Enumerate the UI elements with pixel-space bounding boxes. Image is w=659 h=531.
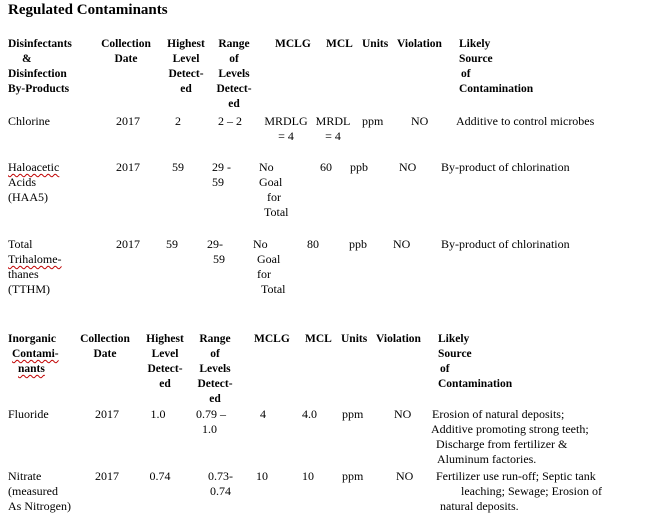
cell-line: (HAA5) — [8, 190, 48, 204]
header-line: By-Products — [8, 83, 70, 95]
cell-line: Haloacetic — [8, 160, 60, 174]
header-line: Inorganic — [8, 333, 56, 345]
collection-date: 2017 — [95, 407, 119, 421]
likely-source — [431, 407, 589, 467]
header-line: & — [22, 53, 32, 65]
header-line: of — [440, 363, 450, 375]
header-line: Detect- — [168, 68, 204, 80]
header-line: Levels — [218, 68, 250, 80]
cell-line: Goal — [259, 175, 283, 189]
header-units: Units — [362, 38, 389, 50]
cell-line: natural deposits. — [440, 499, 519, 513]
header-line: Source — [438, 348, 472, 360]
mclg-value: 10 — [256, 469, 268, 483]
units-value: ppm — [362, 114, 384, 128]
highest-level: 1.0 — [150, 407, 166, 421]
mclg-value: 4 — [260, 407, 266, 421]
header-line: Contamination — [459, 83, 534, 95]
collection-date: 2017 — [116, 114, 140, 128]
header-line: ed — [228, 98, 240, 110]
header-line: Collection — [80, 333, 130, 345]
cell-line: Total — [8, 237, 33, 251]
contaminant-name: Chlorine — [8, 114, 50, 128]
cell-line: (TTHM) — [8, 282, 50, 296]
mcl-value: 4.0 — [302, 407, 317, 421]
contaminant-name — [8, 469, 71, 514]
header-line: of — [461, 68, 471, 80]
units-value: ppm — [342, 407, 364, 421]
cell-line: Aluminum factories. — [437, 452, 537, 466]
cell-line: (measured — [8, 484, 58, 498]
header-line: of — [210, 348, 220, 360]
cell-line: Nitrate — [8, 469, 42, 483]
range-levels: 2 – 2 — [218, 114, 242, 128]
header-line: ed — [159, 378, 171, 390]
violation-value: NO — [394, 407, 412, 421]
cell-line: Additive promoting strong teeth; — [431, 422, 589, 436]
header-collection-date — [75, 332, 135, 362]
violation-value: NO — [411, 114, 429, 128]
header-inorganic — [8, 332, 59, 377]
mcl-value: 80 — [307, 237, 319, 251]
header-line: Contami- — [12, 348, 59, 360]
cell-line: thanes — [8, 267, 39, 281]
likely-source: By-product of chlorination — [441, 160, 570, 174]
cell-line: 29 - — [212, 160, 231, 174]
highest-level: 0.74 — [149, 469, 171, 483]
header-line: Contamination — [438, 378, 513, 390]
header-line: Disinfectants — [8, 38, 72, 50]
header-line: Detect- — [147, 363, 183, 375]
header-range-levels — [212, 37, 256, 112]
header-line: nants — [18, 363, 45, 375]
cell-line: Goal — [257, 252, 281, 266]
units-value: ppb — [349, 237, 367, 251]
collection-date: 2017 — [116, 237, 140, 251]
cell-line: Fertilizer use run-off; Septic tank — [436, 469, 596, 483]
range-levels — [207, 237, 225, 267]
cell-line: As Nitrogen) — [8, 499, 71, 513]
mclg-value — [262, 114, 310, 144]
cell-line: Total — [261, 282, 286, 296]
header-mclg: MCLG — [275, 38, 311, 50]
header-line: Detect- — [216, 83, 252, 95]
range-levels — [212, 160, 231, 190]
cell-line: 1.0 — [202, 422, 217, 436]
mcl-value: 60 — [320, 160, 332, 174]
cell-line: 59 — [212, 175, 224, 189]
mcl-value: 10 — [302, 469, 314, 483]
cell-line: MRDLG — [264, 114, 308, 128]
header-line: Highest — [167, 38, 205, 50]
header-likely-source — [459, 37, 533, 97]
header-line: Highest — [146, 333, 184, 345]
header-collection-date — [96, 37, 156, 67]
cell-line: No — [259, 160, 274, 174]
header-mcl: MCL — [326, 38, 353, 50]
header-highest-level — [160, 37, 212, 97]
collection-date: 2017 — [95, 469, 119, 483]
header-line: Level — [151, 348, 179, 360]
mclg-value — [259, 160, 289, 220]
highest-level: 2 — [175, 114, 181, 128]
header-line: ed — [209, 393, 221, 405]
units-value: ppm — [342, 469, 364, 483]
range-levels — [196, 407, 226, 437]
cell-line: for — [267, 190, 281, 204]
header-line: Levels — [199, 363, 231, 375]
cell-line: Discharge from fertilizer & — [436, 437, 568, 451]
cell-line: Acids — [8, 175, 36, 189]
header-mclg: MCLG — [254, 333, 290, 345]
range-levels — [208, 469, 233, 499]
likely-source — [436, 469, 602, 514]
highest-level: 59 — [166, 237, 178, 251]
cell-line: for — [257, 267, 271, 281]
cell-line: 0.79 – — [196, 407, 226, 421]
header-line: Range — [218, 38, 250, 50]
contaminant-name — [8, 160, 59, 205]
header-line: Collection — [101, 38, 151, 50]
likely-source: By-product of chlorination — [441, 237, 570, 251]
header-line: Source — [459, 53, 493, 65]
header-disinfectants — [8, 37, 72, 97]
header-line: of — [229, 53, 239, 65]
cell-line: Erosion of natural deposits; — [432, 407, 565, 421]
contaminant-name — [8, 237, 62, 297]
header-mcl: MCL — [305, 333, 332, 345]
violation-value: NO — [393, 237, 411, 251]
header-line: Detect- — [197, 378, 233, 390]
cell-line: 0.73- — [208, 469, 233, 483]
violation-value: NO — [399, 160, 417, 174]
mcl-value — [313, 114, 353, 144]
header-units: Units — [341, 333, 368, 345]
violation-value: NO — [396, 469, 414, 483]
cell-line: MRDL — [315, 114, 351, 128]
header-line: Level — [172, 53, 200, 65]
header-line: Disinfection — [8, 68, 67, 80]
header-line: ed — [180, 83, 192, 95]
header-line: Range — [199, 333, 231, 345]
page-title: Regulated Contaminants — [8, 2, 168, 18]
mclg-value — [253, 237, 286, 297]
cell-line: No — [253, 237, 268, 251]
contaminant-name: Fluoride — [8, 407, 49, 421]
cell-line: leaching; Sewage; Erosion of — [461, 484, 602, 498]
cell-line: 29- — [207, 237, 223, 251]
header-line: Likely — [438, 333, 470, 345]
collection-date: 2017 — [116, 160, 140, 174]
header-range-levels — [193, 332, 237, 407]
cell-line: = 4 — [325, 129, 341, 143]
cell-line: Trihalome- — [8, 252, 62, 266]
cell-line: 0.74 — [210, 484, 231, 498]
header-line: Date — [93, 348, 117, 360]
cell-line: = 4 — [278, 129, 294, 143]
header-highest-level — [139, 332, 191, 392]
header-violation: Violation — [397, 38, 442, 50]
header-likely-source — [438, 332, 512, 392]
likely-source: Additive to control microbes — [456, 114, 595, 128]
cell-line: Total — [264, 205, 289, 219]
highest-level: 59 — [172, 160, 184, 174]
units-value: ppb — [350, 160, 368, 174]
header-line: Likely — [459, 38, 491, 50]
header-violation: Violation — [376, 333, 421, 345]
header-line: Date — [114, 53, 138, 65]
cell-line: 59 — [213, 252, 225, 266]
